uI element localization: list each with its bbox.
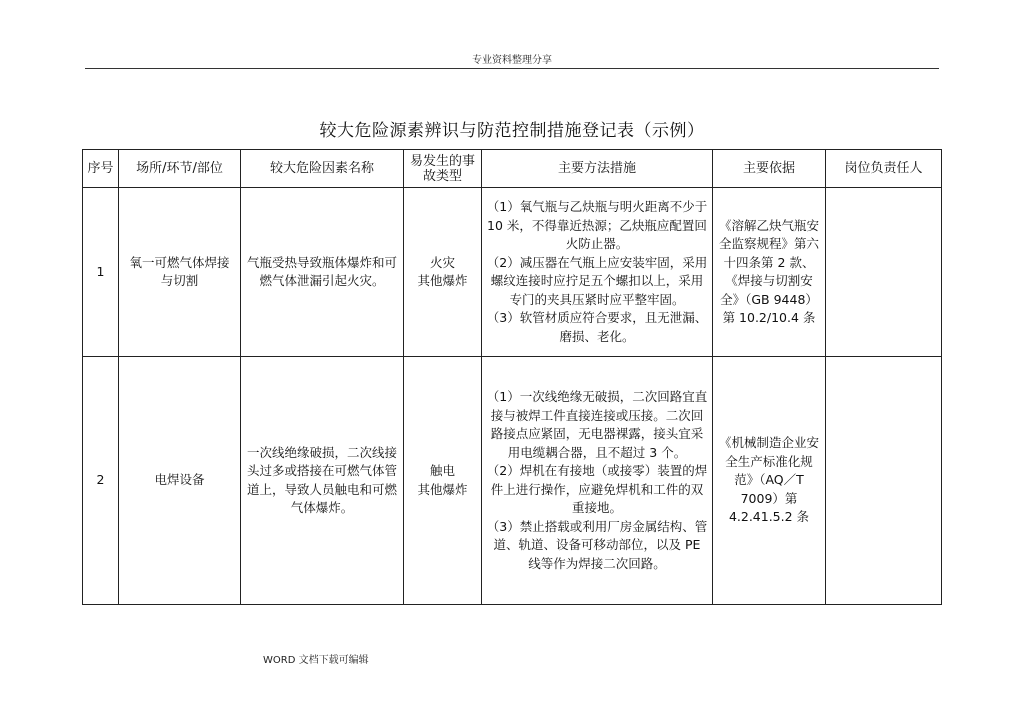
methods-text: （1）一次线绝缘无破损，二次回路宜直接与被焊工件直接连接或压接。二次回路接点应紧固，无电器裸露，接头宜采用电缆耦合器，且不超过 3 个。 （2）焊机在有接地（或接零）装置的焊件上进行操作，应避免焊机和工件的双重接地。 （3）禁止搭载或利用厂房金属结构、管道、轨道、设备可移动部位，以及 PE 线等作为焊接二次回路。	[486, 389, 708, 571]
cell-location: 氧一可燃气体焊接与切割	[119, 188, 241, 357]
col-header-factor: 较大危险因素名称	[241, 150, 404, 188]
cell-methods	[482, 188, 713, 357]
hazard-register-table	[82, 149, 942, 605]
col-header-seq: 序号	[83, 150, 119, 188]
col-header-owner: 岗位负责任人	[826, 150, 942, 188]
cell-owner	[826, 188, 942, 357]
cell-owner	[826, 357, 942, 605]
cell-accident	[404, 188, 482, 357]
cell-basis: 《溶解乙炔气瓶安全监察规程》第六十四条第 2 款、《焊接与切割安全》（GB 9448）第 10.2/10.4 条	[713, 188, 826, 357]
cell-basis: 《机械制造企业安全生产标准化规范》（AQ／T 7009）第 4.2.41.5.2 条	[713, 357, 826, 605]
accident-type-text: 火灾 其他爆炸	[417, 254, 468, 288]
cell-methods	[482, 357, 713, 605]
cell-seq: 2	[83, 357, 119, 605]
col-header-location: 场所/环节/部位	[119, 150, 241, 188]
page-header: 专业资料整理分享	[472, 55, 552, 66]
table-row	[83, 357, 942, 605]
col-header-methods: 主要方法措施	[482, 150, 713, 188]
cell-factor: 一次线绝缘破损，二次线接头过多或搭接在可燃气体管道上，导致人员触电和可燃气体爆炸。	[241, 357, 404, 605]
col-header-basis: 主要依据	[713, 150, 826, 188]
cell-seq: 1	[83, 188, 119, 357]
header-divider	[85, 68, 939, 69]
accident-type-text: 触电 其他爆炸	[417, 463, 468, 497]
document-title: 较大危险源素辨识与防范控制措施登记表（示例）	[319, 121, 705, 141]
cell-accident	[404, 357, 482, 605]
cell-location: 电焊设备	[119, 357, 241, 605]
cell-factor: 气瓶受热导致瓶体爆炸和可燃气体泄漏引起火灾。	[241, 188, 404, 357]
col-header-accident: 易发生的事故类型	[404, 150, 482, 188]
page-footer: WORD 文档下载可编辑	[263, 655, 369, 666]
methods-text: （1）氧气瓶与乙炔瓶与明火距离不少于 10 米，不得靠近热源；乙炔瓶应配置回火防止器。 （2）减压器在气瓶上应安装牢固，采用螺纹连接时应拧足五个螺扣以上，采用专门的夹具压紧时应平整牢固。 （3）软管材质应符合要求，且无泄漏、磨损、老化。	[486, 199, 708, 344]
table-header-row	[83, 150, 942, 188]
table-row	[83, 188, 942, 357]
